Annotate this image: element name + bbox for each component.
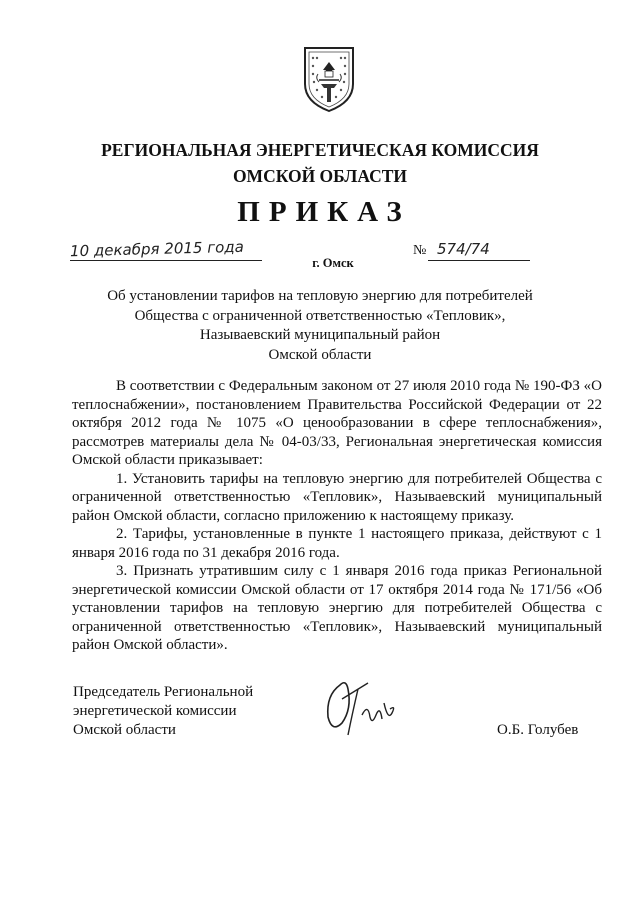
organization-name-line-2: ОМСКОЙ ОБЛАСТИ <box>232 166 408 186</box>
clause-3-paragraph: 3. Признать утратившим силу с 1 января 2016 года приказ Региональной энергетической комиссии Омской области от 17 октября 2014 года № 171/56 «Об установлении тарифов на тепловую энергию для потребителей Общества с ограниченной ответственностью «Тепловик», Называевский муниципальный район Омской области». <box>72 563 602 653</box>
order-body <box>72 377 602 655</box>
subject-line-3: Называевский муниципальный район <box>199 327 441 343</box>
subject-line-1: Об установлении тарифов на тепловую энергию для потребителей <box>107 288 533 304</box>
signer-position-line-1: Председатель Региональной <box>73 684 254 700</box>
signer-position <box>73 683 253 740</box>
organization-name-line-1: РЕГИОНАЛЬНАЯ ЭНЕРГЕТИЧЕСКАЯ КОМИССИЯ <box>101 140 539 160</box>
document-type-title: ПРИКАЗ <box>237 196 411 228</box>
preamble-paragraph: В соответствии с Федеральным законом от 27 июля 2010 года № 190-ФЗ «О теплоснабжении», постановлением Правительства Российской Федерации от 22 октября 2012 года № 1075 «О ценообразовании в сфере теплоснабжения», рассмотрев материалы дела № 04-03/33, Региональная энергетическая комиссия Омской области приказывает: <box>72 378 602 468</box>
subject-line-2: Общества с ограниченной ответственностью «Тепловик», <box>134 307 506 324</box>
clause-1-paragraph: 1. Установить тарифы на тепловую энергию для потребителей Общества с ограниченной ответственностью «Тепловик», Называевский муниципальный район Омской области, согласно приложению к настоящему приказу. <box>72 470 602 524</box>
signer-position-line-3: Омской области <box>73 722 176 738</box>
handwritten-order-number: 574/74 <box>437 240 490 258</box>
omsk-coat-of-arms-emblem <box>301 44 357 114</box>
handwritten-date: 10 декабря 2015 года <box>69 237 245 261</box>
signer-position-line-2: энергетической комиссии <box>73 703 237 719</box>
city-label: г. Омск <box>312 256 354 270</box>
handwritten-signature <box>318 665 408 745</box>
signer-name: О.Б. Голубев <box>497 722 579 738</box>
clause-2-paragraph: 2. Тарифы, установленные в пункте 1 настоящего приказа, действуют с 1 января 2016 года по 31 декабря 2016 года. <box>72 526 602 561</box>
order-subject <box>0 287 640 365</box>
organization-name <box>0 137 640 189</box>
subject-line-4: Омской области <box>268 346 372 363</box>
number-sign: № <box>413 243 427 258</box>
